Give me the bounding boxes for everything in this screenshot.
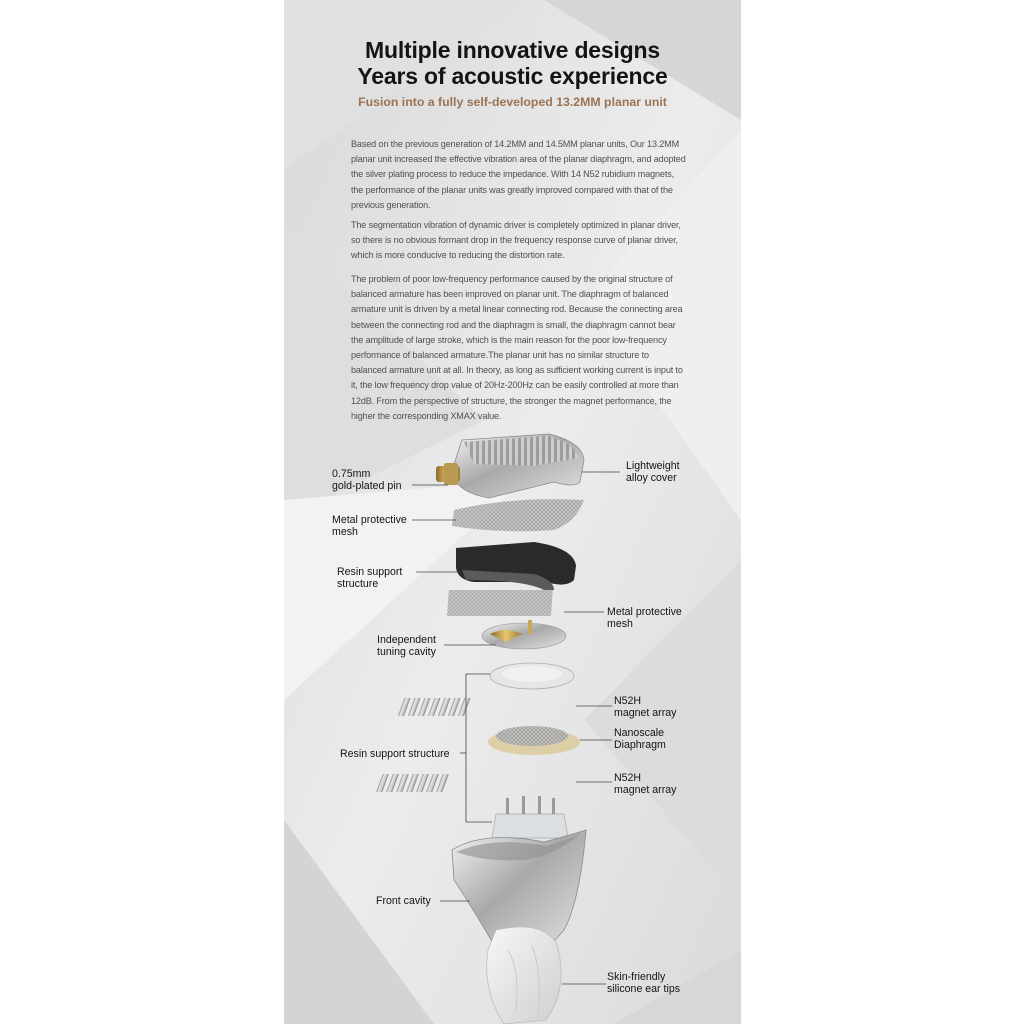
headline-line-1: Multiple innovative designs xyxy=(365,37,660,63)
label-metal-mesh-right: Metal protective mesh xyxy=(607,606,682,630)
diaphragm-part xyxy=(488,726,580,755)
paragraph-2: The segmentation vibration of dynamic driver is completely optimized in planar driver, so there is no obvious formant drop in the frequency response curve of planar driver, which is more conducive to reducing the distortion rate. xyxy=(351,220,681,261)
label-resin-structure-upper: Resin support structure xyxy=(337,566,403,590)
label-resin-structure-lower: Resin support structure xyxy=(340,748,450,760)
label-magnet-array-top: N52H magnet array xyxy=(614,695,677,719)
label-tuning-cavity: Independent tuning cavity xyxy=(377,634,436,658)
silicone-ear-tip-part xyxy=(487,927,561,1024)
magnet-array-top-part xyxy=(398,698,471,716)
label-diaphragm: Nanoscale Diaphragm xyxy=(614,727,666,751)
subtitle: Fusion into a fully self-developed 13.2MM planar unit xyxy=(358,95,667,109)
resin-structure-part xyxy=(456,542,576,590)
resin-base-part xyxy=(492,796,568,838)
label-magnet-array-bottom: N52H magnet array xyxy=(614,772,677,796)
label-gold-plated-pin: 0.75mm gold-plated pin xyxy=(332,468,402,492)
label-front-cavity: Front cavity xyxy=(376,895,431,907)
metal-mesh-part xyxy=(452,499,584,531)
metal-mesh-part-2 xyxy=(447,590,553,616)
magnet-array-bottom-part xyxy=(376,774,449,792)
headline-line-2: Years of acoustic experience xyxy=(357,63,668,89)
product-panel xyxy=(284,0,741,1024)
label-metal-mesh-left: Metal protective mesh xyxy=(332,514,407,538)
alloy-cover-part xyxy=(436,434,584,498)
label-alloy-cover: Lightweight alloy cover xyxy=(626,460,680,484)
label-ear-tips: Skin-friendly silicone ear tips xyxy=(607,971,681,995)
paragraph-1: Based on the previous generation of 14.2MM and 14.5MM planar units, Our 13.2MM planar unit increased the effective vibration area of the planar diaphragm, and adopted the silver plating process to reduce the impedance. With 14 N52 rubidium magnets, the performance of the planar units was greatly improved compared with that of the previous generation. xyxy=(351,139,686,210)
paragraph-3: The problem of poor low-frequency performance caused by the original structure of balanced armature has been improved on planar unit. The diaphragm of balanced armature unit is driven by a metal linear connecting rod. Because the connecting area between the connecting rod and the diaphragm is small, the diaphragm cannot bear the amplitude of large stroke, which is the main reason for the poor low-frequency performance of balanced armature.The planar unit has no similar structure to balanced armature unit at all. In theory, as long as sufficient working current is input to it, the low frequency drop value of 20Hz-200Hz can be easily controlled at more than 12dB. From the perspective of structure, the stronger the magnet performance, the higher the corresponding XMAX value. xyxy=(351,274,683,421)
